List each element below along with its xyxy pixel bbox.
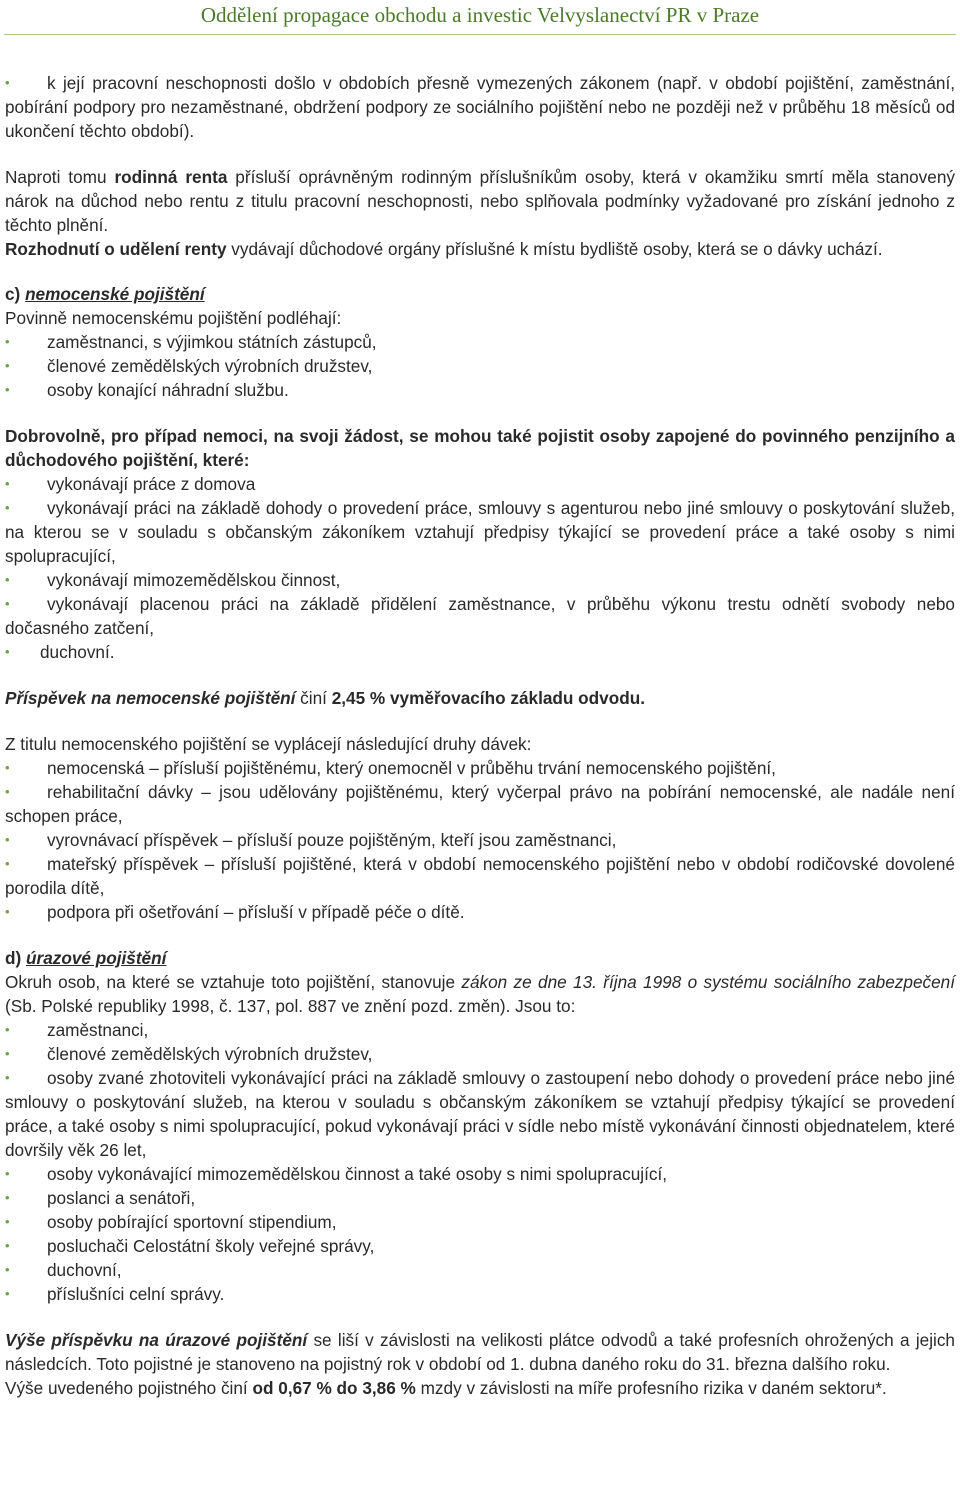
page-header bbox=[0, 0, 960, 32]
list-item: • vykonávají mimozemědělskou činnost, bbox=[5, 568, 955, 592]
header-title: Oddělení propagace obchodu a investic Velvyslanectví PR v Praze bbox=[200, 3, 760, 27]
list-item: • osoby pobírající sportovní stipendium, bbox=[5, 1210, 955, 1234]
section-heading-accident: d) úrazové pojištění bbox=[5, 948, 167, 968]
list-item: • členové zemědělských výrobních družstev, bbox=[5, 1042, 955, 1066]
list-item: • k její pracovní neschopnosti došlo v obdobích přesně vymezených zákonem (např. v období pojištění, zaměstnání, pobírání podpory pro nezaměstnané, obdržení podpory ze sociálního pojištění nebo ne později než v průběhu 18 měsíců od ukončení těchto období). bbox=[5, 71, 955, 143]
list-item: • vykonávají placenou práci na základě přidělení zaměstnance, v průběhu výkonu trestu odnětí svobody nebo dočasného zatčení, bbox=[5, 592, 955, 640]
list-item: • vykonávají práce z domova bbox=[5, 472, 955, 496]
list-item: • podpora při ošetřování – přísluší v případě péče o dítě. bbox=[5, 900, 955, 924]
list-item: • rehabilitační dávky – jsou udělovány pojištěnému, který vyčerpal právo na pobírání nemocenské, ale nadále není schopen práce, bbox=[5, 780, 955, 828]
accident-intro: Okruh osob, na které se vztahuje toto pojištění, stanovuje zákon ze dne 13. října 1998 o systému sociálního zabezpečení (Sb. Polské republiky 1998, č. 137, pol. 887 ve znění pozd. změn). Jsou to: bbox=[5, 972, 955, 1016]
document-body bbox=[0, 35, 960, 1400]
renta-decision-paragraph: Rozhodnutí o udělení renty vydávají důchodové orgány příslušné k místu bydliště osoby, která se o dávky uchází. bbox=[5, 239, 883, 259]
list-item: • členové zemědělských výrobních družstev, bbox=[5, 354, 955, 378]
list-item: • zaměstnanci, bbox=[5, 1018, 955, 1042]
list-item: • mateřský příspěvek – přísluší pojištěné, která v období nemocenského pojištění nebo v období rodičovské dovolené porodila dítě, bbox=[5, 852, 955, 900]
list-item: • duchovní, bbox=[5, 1258, 955, 1282]
sick-benefits-intro: Z titulu nemocenského pojištění se vyplácejí následující druhy dávek: bbox=[5, 734, 532, 754]
list-item: • zaměstnanci, s výjimkou státních zástupců, bbox=[5, 330, 955, 354]
list-item: • poslanci a senátoři, bbox=[5, 1186, 955, 1210]
list-item: • příslušníci celní správy. bbox=[5, 1282, 955, 1306]
accident-rate-paragraph: Výše příspěvku na úrazové pojištění se liší v závislosti na velikosti plátce odvodů a také profesních ohrožených a jejich následcích. Toto pojistné je stanoveno na pojistný rok v období od 1. dubna daného roku do 31. března dalšího roku. bbox=[5, 1330, 955, 1374]
list-item: • vyrovnávací příspěvek – přísluší pouze pojištěným, kteří jsou zaměstnanci, bbox=[5, 828, 955, 852]
list-item: • duchovní. bbox=[5, 640, 955, 664]
sick-mandatory-intro: Povinně nemocenskému pojištění podléhají: bbox=[5, 308, 342, 328]
sick-contribution: Příspěvek na nemocenské pojištění činí 2,45 % vyměřovacího základu odvodu. bbox=[5, 688, 646, 708]
list-item: • posluchači Celostátní školy veřejné správy, bbox=[5, 1234, 955, 1258]
section-heading-sick: c) nemocenské pojištění bbox=[5, 284, 205, 304]
family-renta-term: rodinná renta bbox=[114, 167, 228, 187]
sick-voluntary-heading: Dobrovolně, pro případ nemoci, na svoji žádost, se mohou také pojistit osoby zapojené do povinného penzijního a důchodového pojištění, které: bbox=[5, 426, 955, 470]
list-item: • nemocenská – přísluší pojištěnému, který onemocněl v průběhu trvání nemocenského pojištění, bbox=[5, 756, 955, 780]
list-item: • vykonávají práci na základě dohody o provedení práce, smlouvy s agenturou nebo jiné smlouvy o poskytování služeb, na kterou se v souladu s občanským zákoníkem vztahují předpisy týkající se provedení práce a také osoby s nimi spolupracující, bbox=[5, 496, 955, 568]
list-item: • osoby vykonávající mimozemědělskou činnost a také osoby s nimi spolupracující, bbox=[5, 1162, 955, 1186]
law-citation: zákon ze dne 13. října 1998 o systému sociálního zabezpečení bbox=[461, 972, 955, 992]
list-item: • osoby zvané zhotoviteli vykonávající práci na základě smlouvy o zastoupení nebo dohody o provedení práce nebo jiné smlouvy o poskytování služeb, na kterou v souladu s občanským zákoníkem se vztahují předpisy týkající se provedení práce, a také osoby s nimi spolupracující, pokud vykonávají práci v sídle nebo místě vykonávání činnosti objednatelem, které dovršily věk 26 let, bbox=[5, 1066, 955, 1162]
accident-rate-range: Výše uvedeného pojistného činí od 0,67 % do 3,86 % mzdy v závislosti na míře profesního rizika v daném sektoru*. bbox=[5, 1378, 887, 1398]
renta-decision-term: Rozhodnutí o udělení renty bbox=[5, 239, 227, 259]
list-item: • osoby konající náhradní službu. bbox=[5, 378, 955, 402]
family-renta-paragraph: Naproti tomu rodinná renta přísluší oprávněným rodinným příslušníkům osoby, která v okamžiku smrtí měla stanovený nárok na důchod nebo rentu z titulu pracovní neschopnosti, nebo splňovala podmínky vyžadované pro získání jednoho z těchto plnění. bbox=[5, 167, 955, 235]
